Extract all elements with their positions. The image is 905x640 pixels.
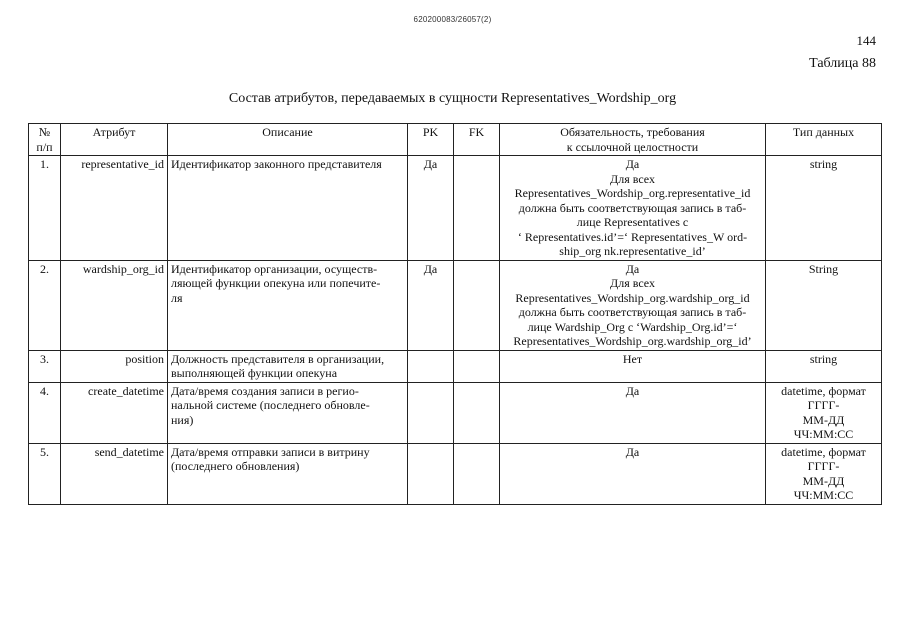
col-header-type: Тип данных [766, 124, 882, 156]
row-fk [454, 350, 500, 382]
row-description: Идентификатор организации, осуществ- ляющей функции опекуна или попечите- ля [168, 260, 408, 350]
row-description: Дата/время отправки записи в витрину (последнего обновления) [168, 443, 408, 504]
row-num: 4. [29, 382, 61, 443]
row-type: datetime, формат ГГГГ- ММ-ДД ЧЧ:ММ:СС [766, 443, 882, 504]
row-attribute: wardship_org_id [61, 260, 168, 350]
table-number: Таблица 88 [809, 56, 876, 71]
row-description: Дата/время создания записи в регио- нальной системе (последнего обновле- ния) [168, 382, 408, 443]
table-caption: Состав атрибутов, передаваемых в сущности Representatives_Wordship_org [228, 91, 677, 106]
col-header-num: № п/п [29, 124, 61, 156]
row-pk [408, 443, 454, 504]
row-type: datetime, формат ГГГГ- ММ-ДД ЧЧ:ММ:СС [766, 382, 882, 443]
row-type: String [766, 260, 882, 350]
col-header-description: Описание [168, 124, 408, 156]
document-id: 620200083/26057(2) [413, 15, 492, 24]
row-requirement: Да Для всех Representatives_Wordship_org.representative_id должна быть соответствующая запись в таб- лице Representatives с ‘ Representatives.id’=‘ Representatives_W ord- ship_org nk.representative_id’ [500, 156, 766, 261]
col-header-fk: FK [454, 124, 500, 156]
col-header-requirement: Обязательность, требования к ссылочной целостности [500, 124, 766, 156]
row-fk [454, 443, 500, 504]
row-requirement: Да [500, 382, 766, 443]
row-fk [454, 156, 500, 261]
table-row [29, 156, 882, 261]
col-header-attribute: Атрибут [61, 124, 168, 156]
row-fk [454, 382, 500, 443]
row-pk: Да [408, 156, 454, 261]
row-pk [408, 350, 454, 382]
table-row [29, 260, 882, 350]
row-attribute: send_datetime [61, 443, 168, 504]
row-pk [408, 382, 454, 443]
row-description: Должность представителя в организации, выполняющей функции опекуна [168, 350, 408, 382]
row-num: 5. [29, 443, 61, 504]
row-pk: Да [408, 260, 454, 350]
row-num: 3. [29, 350, 61, 382]
table-row [29, 350, 882, 382]
row-type: string [766, 156, 882, 261]
row-requirement: Нет [500, 350, 766, 382]
page-number: 144 [856, 33, 876, 48]
row-attribute: representative_id [61, 156, 168, 261]
row-attribute: create_datetime [61, 382, 168, 443]
row-num: 1. [29, 156, 61, 261]
row-type: string [766, 350, 882, 382]
row-num: 2. [29, 260, 61, 350]
table-header-row [29, 124, 882, 156]
col-header-pk: PK [408, 124, 454, 156]
table-row [29, 382, 882, 443]
table-row [29, 443, 882, 504]
row-description: Идентификатор законного представителя [168, 156, 408, 261]
attributes-table [28, 123, 882, 505]
row-fk [454, 260, 500, 350]
row-requirement: Да [500, 443, 766, 504]
row-requirement: Да Для всех Representatives_Wordship_org.wardship_org_id должна быть соответствующая запись в таб- лице Wardship_Org с ‘Wardship_Org.id’=‘ Representatives_Wordship_org.wardship_org_id’ [500, 260, 766, 350]
row-attribute: position [61, 350, 168, 382]
